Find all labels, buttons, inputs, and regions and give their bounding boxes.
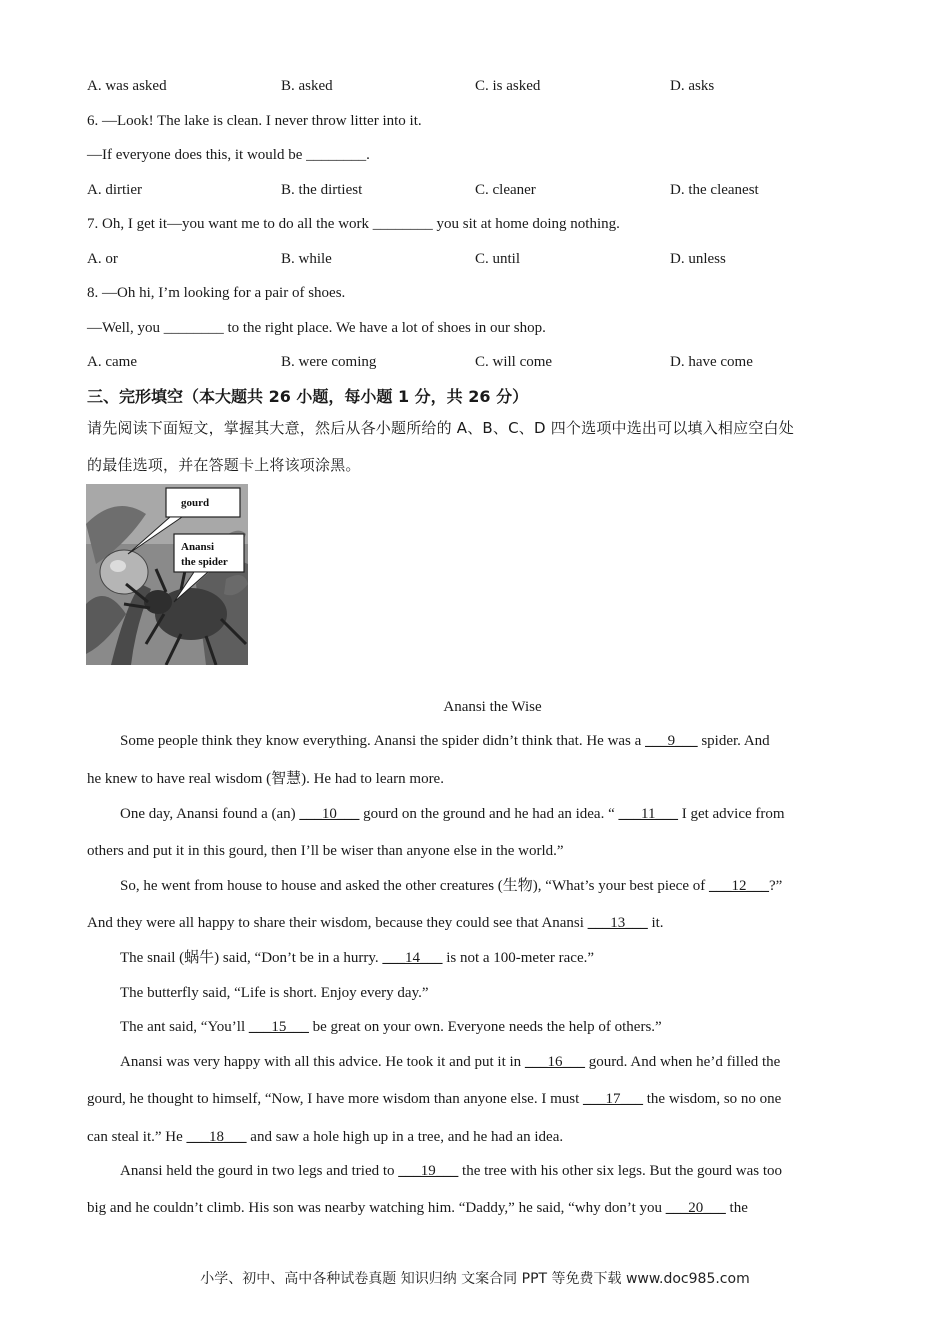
q8-option-c: C. will come — [475, 354, 553, 370]
section-instruction-line1: 请先阅读下面短文，掌握其大意，然后从各小题所给的 A、B、C、D 四个选项中选出可以填入相应空白处 — [87, 419, 794, 437]
passage-title: Anansi the Wise — [443, 699, 542, 715]
q8-option-d: D. have come — [670, 354, 753, 370]
section-instruction-line2: 的最佳选项，并在答题卡上将该项涂黑。 — [87, 456, 361, 474]
q8-option-b: B. were coming — [281, 354, 377, 370]
passage-line: big and he couldn’t climb. His son was nearby watching him. “Daddy,” he said, “why don’t you ___20___ the — [87, 1200, 748, 1216]
passage-line: The ant said, “You’ll ___15___ be great on your own. Everyone needs the help of others.” — [120, 1019, 662, 1035]
blank-19: ___19___ — [398, 1163, 459, 1179]
q6-option-b: B. the dirtiest — [281, 182, 363, 198]
q7-option-c: C. until — [475, 251, 521, 267]
passage-line: One day, Anansi found a (an) ___10___ gourd on the ground and he had an idea. “ ___11___ I get advice from — [120, 806, 785, 822]
passage-line: others and put it in this gourd, then I’ll be wiser than anyone else in the world.” — [87, 843, 564, 859]
passage-line: And they were all happy to share their wisdom, because they could see that Anansi ___13___ it. — [87, 915, 664, 931]
blank-16: ___16___ — [524, 1054, 585, 1070]
q7-option-b: B. while — [281, 251, 332, 267]
blank-15: ___15___ — [248, 1019, 309, 1035]
q5-option-b: B. asked — [281, 78, 333, 94]
passage-line: Some people think they know everything. Anansi the spider didn’t think that. He was a ___9___ spider. And — [120, 733, 770, 749]
blank-18: ___18___ — [186, 1129, 247, 1145]
blank-14: ___14___ — [382, 950, 443, 966]
passage-line: Anansi held the gourd in two legs and tried to ___19___ the tree with his other six legs. But the gourd was too — [120, 1163, 782, 1179]
q7-stem: 7. Oh, I get it—you want me to do all the work ________ you sit at home doing nothing. — [87, 216, 620, 232]
q8-option-a: A. came — [87, 354, 137, 370]
q5-option-c: C. is asked — [475, 78, 541, 94]
q8-stem: 8. —Oh hi, I’m looking for a pair of shoes. — [87, 285, 346, 301]
q6-option-a: A. dirtier — [87, 182, 142, 198]
passage-line: The snail (蜗牛) said, “Don’t be in a hurry. ___14___ is not a 100-meter race.” — [120, 950, 595, 966]
passage-line: Anansi was very happy with all this advice. He took it and put it in ___16___ gourd. And when he’d filled the — [120, 1054, 781, 1070]
blank-13: ___13___ — [587, 915, 648, 931]
passage-line: So, he went from house to house and asked the other creatures (生物), “What’s your best piece of ___12___?” — [120, 878, 783, 894]
label-the-spider: the spider — [181, 556, 228, 568]
blank-12: ___12___ — [709, 878, 769, 894]
q6-stem-reply: —If everyone does this, it would be ________. — [87, 147, 370, 163]
passage-line: he knew to have real wisdom (智慧). He had to learn more. — [87, 771, 444, 787]
blank-20: ___20___ — [665, 1200, 726, 1216]
q7-option-a: A. or — [87, 251, 118, 267]
label-anansi: Anansi — [181, 541, 215, 553]
q6-stem: 6. —Look! The lake is clean. I never throw litter into it. — [87, 113, 422, 129]
passage-line: The butterfly said, “Life is short. Enjoy every day.” — [120, 985, 429, 1001]
page-footer: 小学、初中、高中各种试卷真题 知识归纳 文案合同 PPT 等免费下载 www.doc985.com — [200, 1271, 750, 1287]
blank-17: ___17___ — [583, 1091, 644, 1107]
label-gourd: gourd — [181, 497, 210, 509]
section-heading: 三、完形填空（本大题共 26 小题，每小题 1 分，共 26 分） — [87, 387, 529, 406]
q8-stem-reply: —Well, you ________ to the right place. We have a lot of shoes in our shop. — [87, 320, 546, 336]
q5-option-d: D. asks — [670, 78, 715, 94]
q7-option-d: D. unless — [670, 251, 726, 267]
blank-9: ___9___ — [645, 733, 698, 749]
q6-option-d: D. the cleanest — [670, 182, 759, 198]
blank-11: ___11___ — [618, 806, 678, 822]
blank-10: ___10___ — [299, 806, 360, 822]
anansi-illustration — [86, 484, 248, 665]
q5-option-a: A. was asked — [87, 78, 167, 94]
q6-option-c: C. cleaner — [475, 182, 536, 198]
passage-line: gourd, he thought to himself, “Now, I have more wisdom than anyone else. I must ___17___ the wisdom, so no one — [87, 1091, 782, 1107]
passage-line: can steal it.” He ___18___ and saw a hole high up in a tree, and he had an idea. — [87, 1129, 564, 1145]
